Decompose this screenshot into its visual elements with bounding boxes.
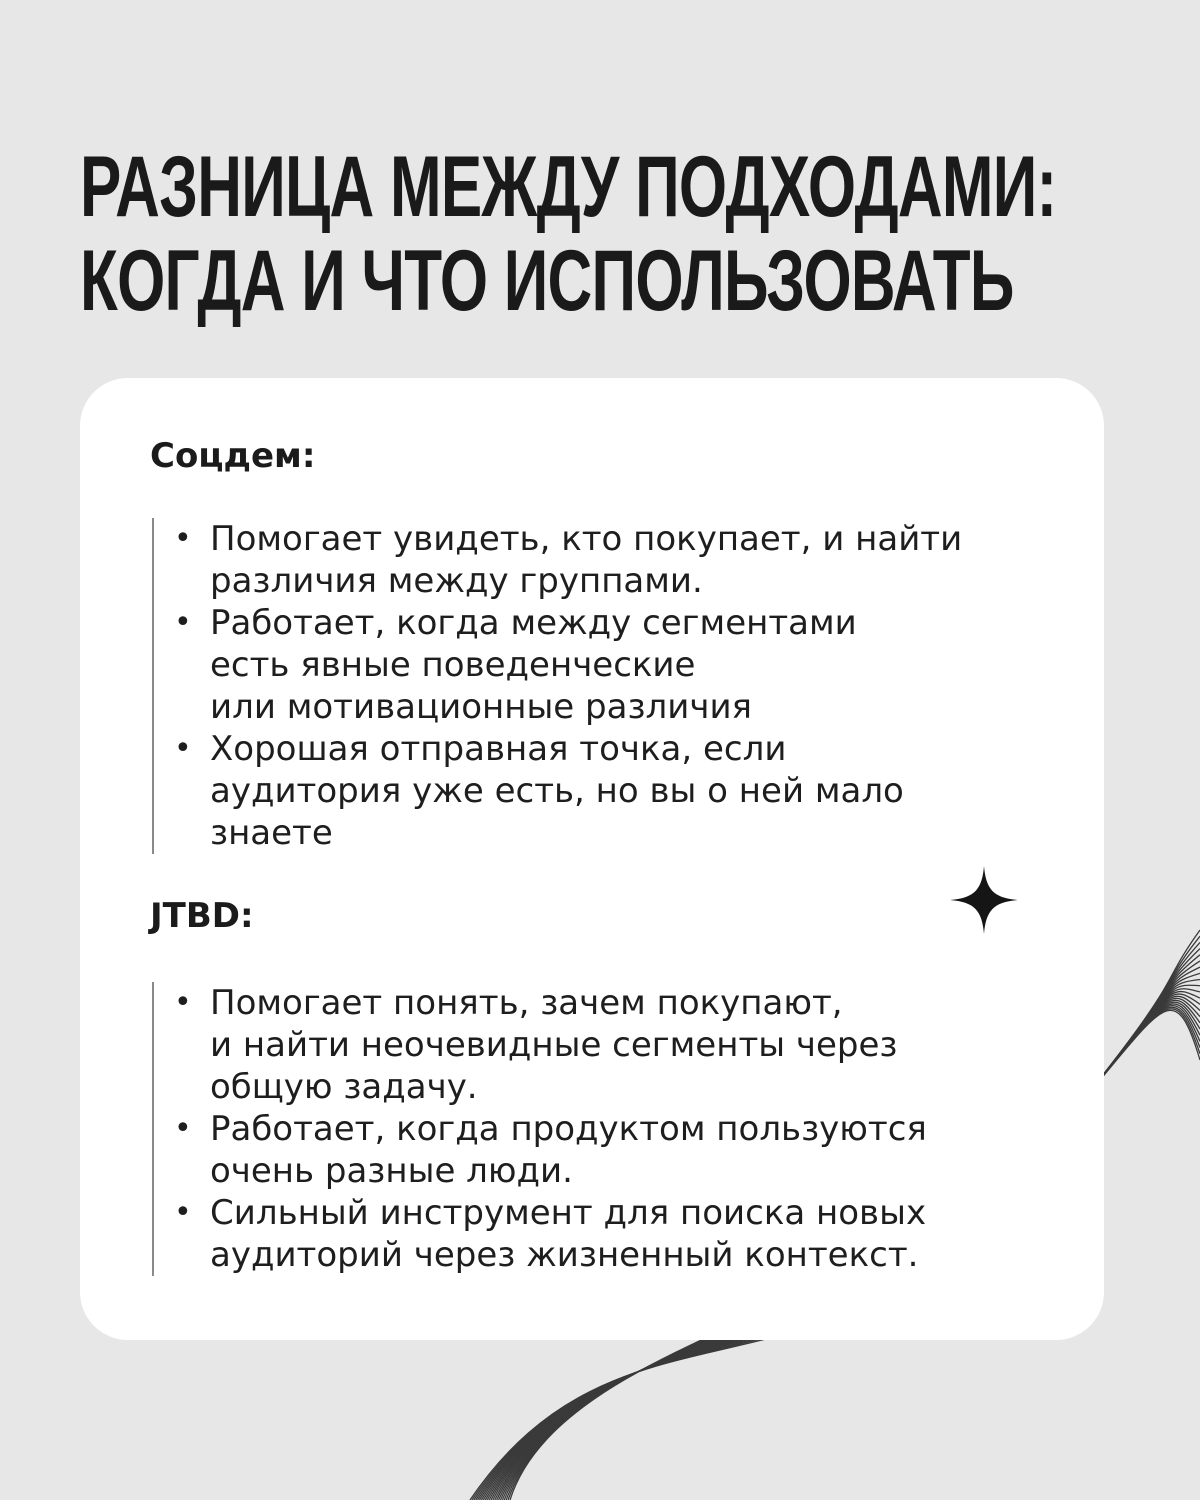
list-item: • Хорошая отправная точка, если аудитория уже есть, но вы о ней мало знаете bbox=[210, 728, 1050, 854]
list-item: • Сильный инструмент для поиска новых аудиторий через жизненный контекст. bbox=[210, 1192, 1050, 1276]
four-point-star-icon bbox=[950, 866, 1018, 934]
page-title-line-2: КОГДА И ЧТО ИСПОЛЬЗОВАТЬ bbox=[80, 233, 1014, 329]
jtbd-list bbox=[152, 982, 1050, 1276]
section-heading-socdem: Соцдем: bbox=[150, 436, 316, 476]
page-title-line-1: РАЗНИЦА МЕЖДУ ПОДХОДАМИ: bbox=[80, 139, 1057, 235]
section-heading-jtbd: JTBD: bbox=[150, 896, 254, 936]
page-title bbox=[80, 140, 1200, 328]
list-item: • Работает, когда между сегментами есть явные поведенческие или мотивационные различия bbox=[210, 602, 1050, 728]
list-item: • Работает, когда продуктом пользуются очень разные люди. bbox=[210, 1108, 1050, 1192]
list-item: • Помогает увидеть, кто покупает, и найти различия между группами. bbox=[210, 518, 1050, 602]
socdem-list bbox=[152, 518, 1050, 854]
list-item: • Помогает понять, зачем покупают, и найти неочевидные сегменты через общую задачу. bbox=[210, 982, 1050, 1108]
content-card bbox=[80, 378, 1104, 1340]
